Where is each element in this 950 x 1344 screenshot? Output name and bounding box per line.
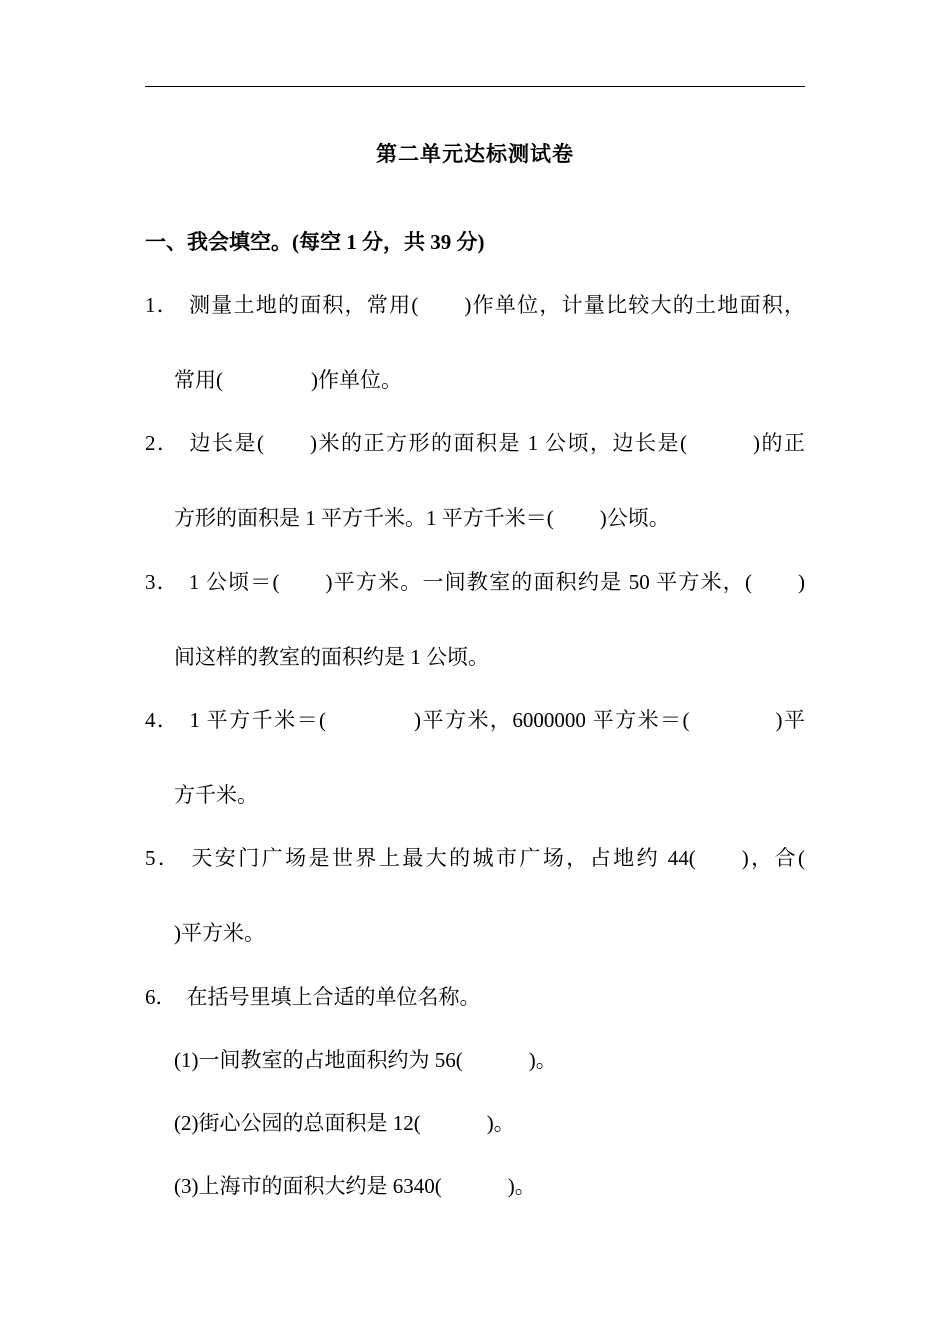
question-number: 6． bbox=[145, 985, 177, 1009]
question-3-line-1: 3． 1 公顷＝( )平方米。一间教室的面积约是 50 平方米，( ) bbox=[145, 570, 805, 594]
question-6: 6． 在括号里填上合适的单位名称。 bbox=[145, 985, 481, 1009]
header-rule bbox=[145, 86, 805, 87]
question-5-line-1: 5． 天安门广场是世界上最大的城市广场，占地约 44( )，合( bbox=[145, 846, 805, 870]
question-1-line-2: 常用( )作单位。 bbox=[174, 368, 402, 392]
page-title: 第二单元达标测试卷 bbox=[376, 142, 574, 166]
question-3-line-2: 间这样的教室的面积约是 1 公顷。 bbox=[174, 645, 489, 669]
question-1-line-1: 1． 测量土地的面积，常用( )作单位，计量比较大的土地面积， bbox=[145, 293, 805, 317]
question-6-sub-1: (1)一间教室的占地面积约为 56( )。 bbox=[174, 1048, 557, 1072]
question-number: 2． bbox=[145, 431, 180, 455]
question-number: 3． bbox=[145, 570, 179, 594]
question-4-line-2: 方千米。 bbox=[174, 783, 258, 807]
question-2-line-1: 2． 边长是( )米的正方形的面积是 1 公顷，边长是( )的正 bbox=[145, 431, 805, 455]
question-4-line-1: 4． 1 平方千米＝( )平方米，6000000 平方米＝( )平 bbox=[145, 708, 805, 732]
section-heading-fill-in: 一、我会填空。(每空 1 分，共 39 分) bbox=[145, 230, 485, 254]
question-5-line-2: )平方米。 bbox=[174, 921, 265, 945]
question-6-sub-2: (2)街心公园的总面积是 12( )。 bbox=[174, 1111, 515, 1135]
question-6-sub-3: (3)上海市的面积大约是 6340( )。 bbox=[174, 1174, 536, 1198]
question-number: 5． bbox=[145, 846, 182, 870]
question-number: 4． bbox=[145, 708, 180, 732]
question-2-line-2: 方形的面积是 1 平方千米。1 平方千米＝( )公顷。 bbox=[174, 506, 670, 530]
question-number: 1． bbox=[145, 293, 179, 317]
